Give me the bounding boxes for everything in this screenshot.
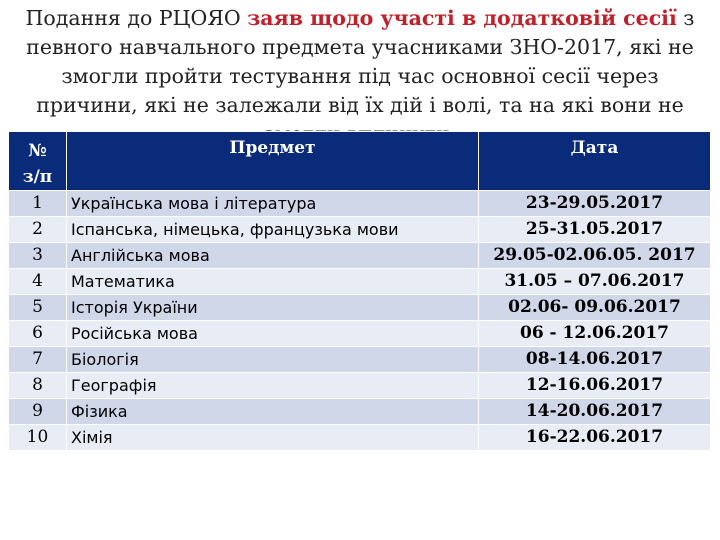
table-body	[9, 191, 711, 451]
table-row	[9, 425, 711, 451]
row-date: 16-22.06.2017	[479, 425, 711, 451]
table-row	[9, 373, 711, 399]
column-header-number-abbr: з/п	[22, 167, 53, 187]
table-header-row	[9, 132, 711, 191]
title-text: Подання до РЦОЯО	[25, 6, 248, 30]
row-date: 25-31.05.2017	[479, 217, 711, 243]
table-row	[9, 399, 711, 425]
row-number: 3	[9, 243, 67, 269]
row-subject: Математика	[67, 269, 479, 295]
row-date: 31.05 – 07.06.2017	[479, 269, 711, 295]
row-subject: Біологія	[67, 347, 479, 373]
row-date: 02.06- 09.06.2017	[479, 295, 711, 321]
row-number: 8	[9, 373, 67, 399]
column-header-number	[9, 132, 67, 191]
table-row	[9, 217, 711, 243]
table-row	[9, 269, 711, 295]
title-text-continued: з певного навчального предмета учасниками ЗНО-2017, які не змогли пройти тестування під час основної сесії через причини, які не залежали від їх дій і волі, та на які вони не	[26, 6, 695, 117]
column-header-date: Дата	[479, 132, 711, 191]
row-number: 10	[9, 425, 67, 451]
row-number: 2	[9, 217, 67, 243]
row-subject: Фізика	[67, 399, 479, 425]
column-header-number-symbol: №	[28, 141, 47, 161]
row-subject: Російська мова	[67, 321, 479, 347]
row-date: 12-16.06.2017	[479, 373, 711, 399]
row-number: 6	[9, 321, 67, 347]
row-subject: Історія України	[67, 295, 479, 321]
table-row	[9, 321, 711, 347]
row-subject: Українська мова і література	[67, 191, 479, 217]
row-date: 14-20.06.2017	[479, 399, 711, 425]
row-number: 4	[9, 269, 67, 295]
column-header-subject: Предмет	[67, 132, 479, 191]
row-subject: Географія	[67, 373, 479, 399]
table-row	[9, 191, 711, 217]
row-date: 08-14.06.2017	[479, 347, 711, 373]
table-row	[9, 295, 711, 321]
schedule-table	[8, 131, 711, 451]
row-subject: Іспанська, німецька, французька мови	[67, 217, 479, 243]
table-row	[9, 243, 711, 269]
row-date: 29.05-02.06.05. 2017	[479, 243, 711, 269]
page-title	[20, 4, 700, 132]
row-date: 23-29.05.2017	[479, 191, 711, 217]
row-subject: Англійська мова	[67, 243, 479, 269]
row-number: 9	[9, 399, 67, 425]
title-highlight: заяв щодо участі в додатковій сесії	[247, 6, 677, 30]
row-number: 7	[9, 347, 67, 373]
row-number: 5	[9, 295, 67, 321]
row-number: 1	[9, 191, 67, 217]
row-subject: Хімія	[67, 425, 479, 451]
row-date: 06 - 12.06.2017	[479, 321, 711, 347]
table-row	[9, 347, 711, 373]
